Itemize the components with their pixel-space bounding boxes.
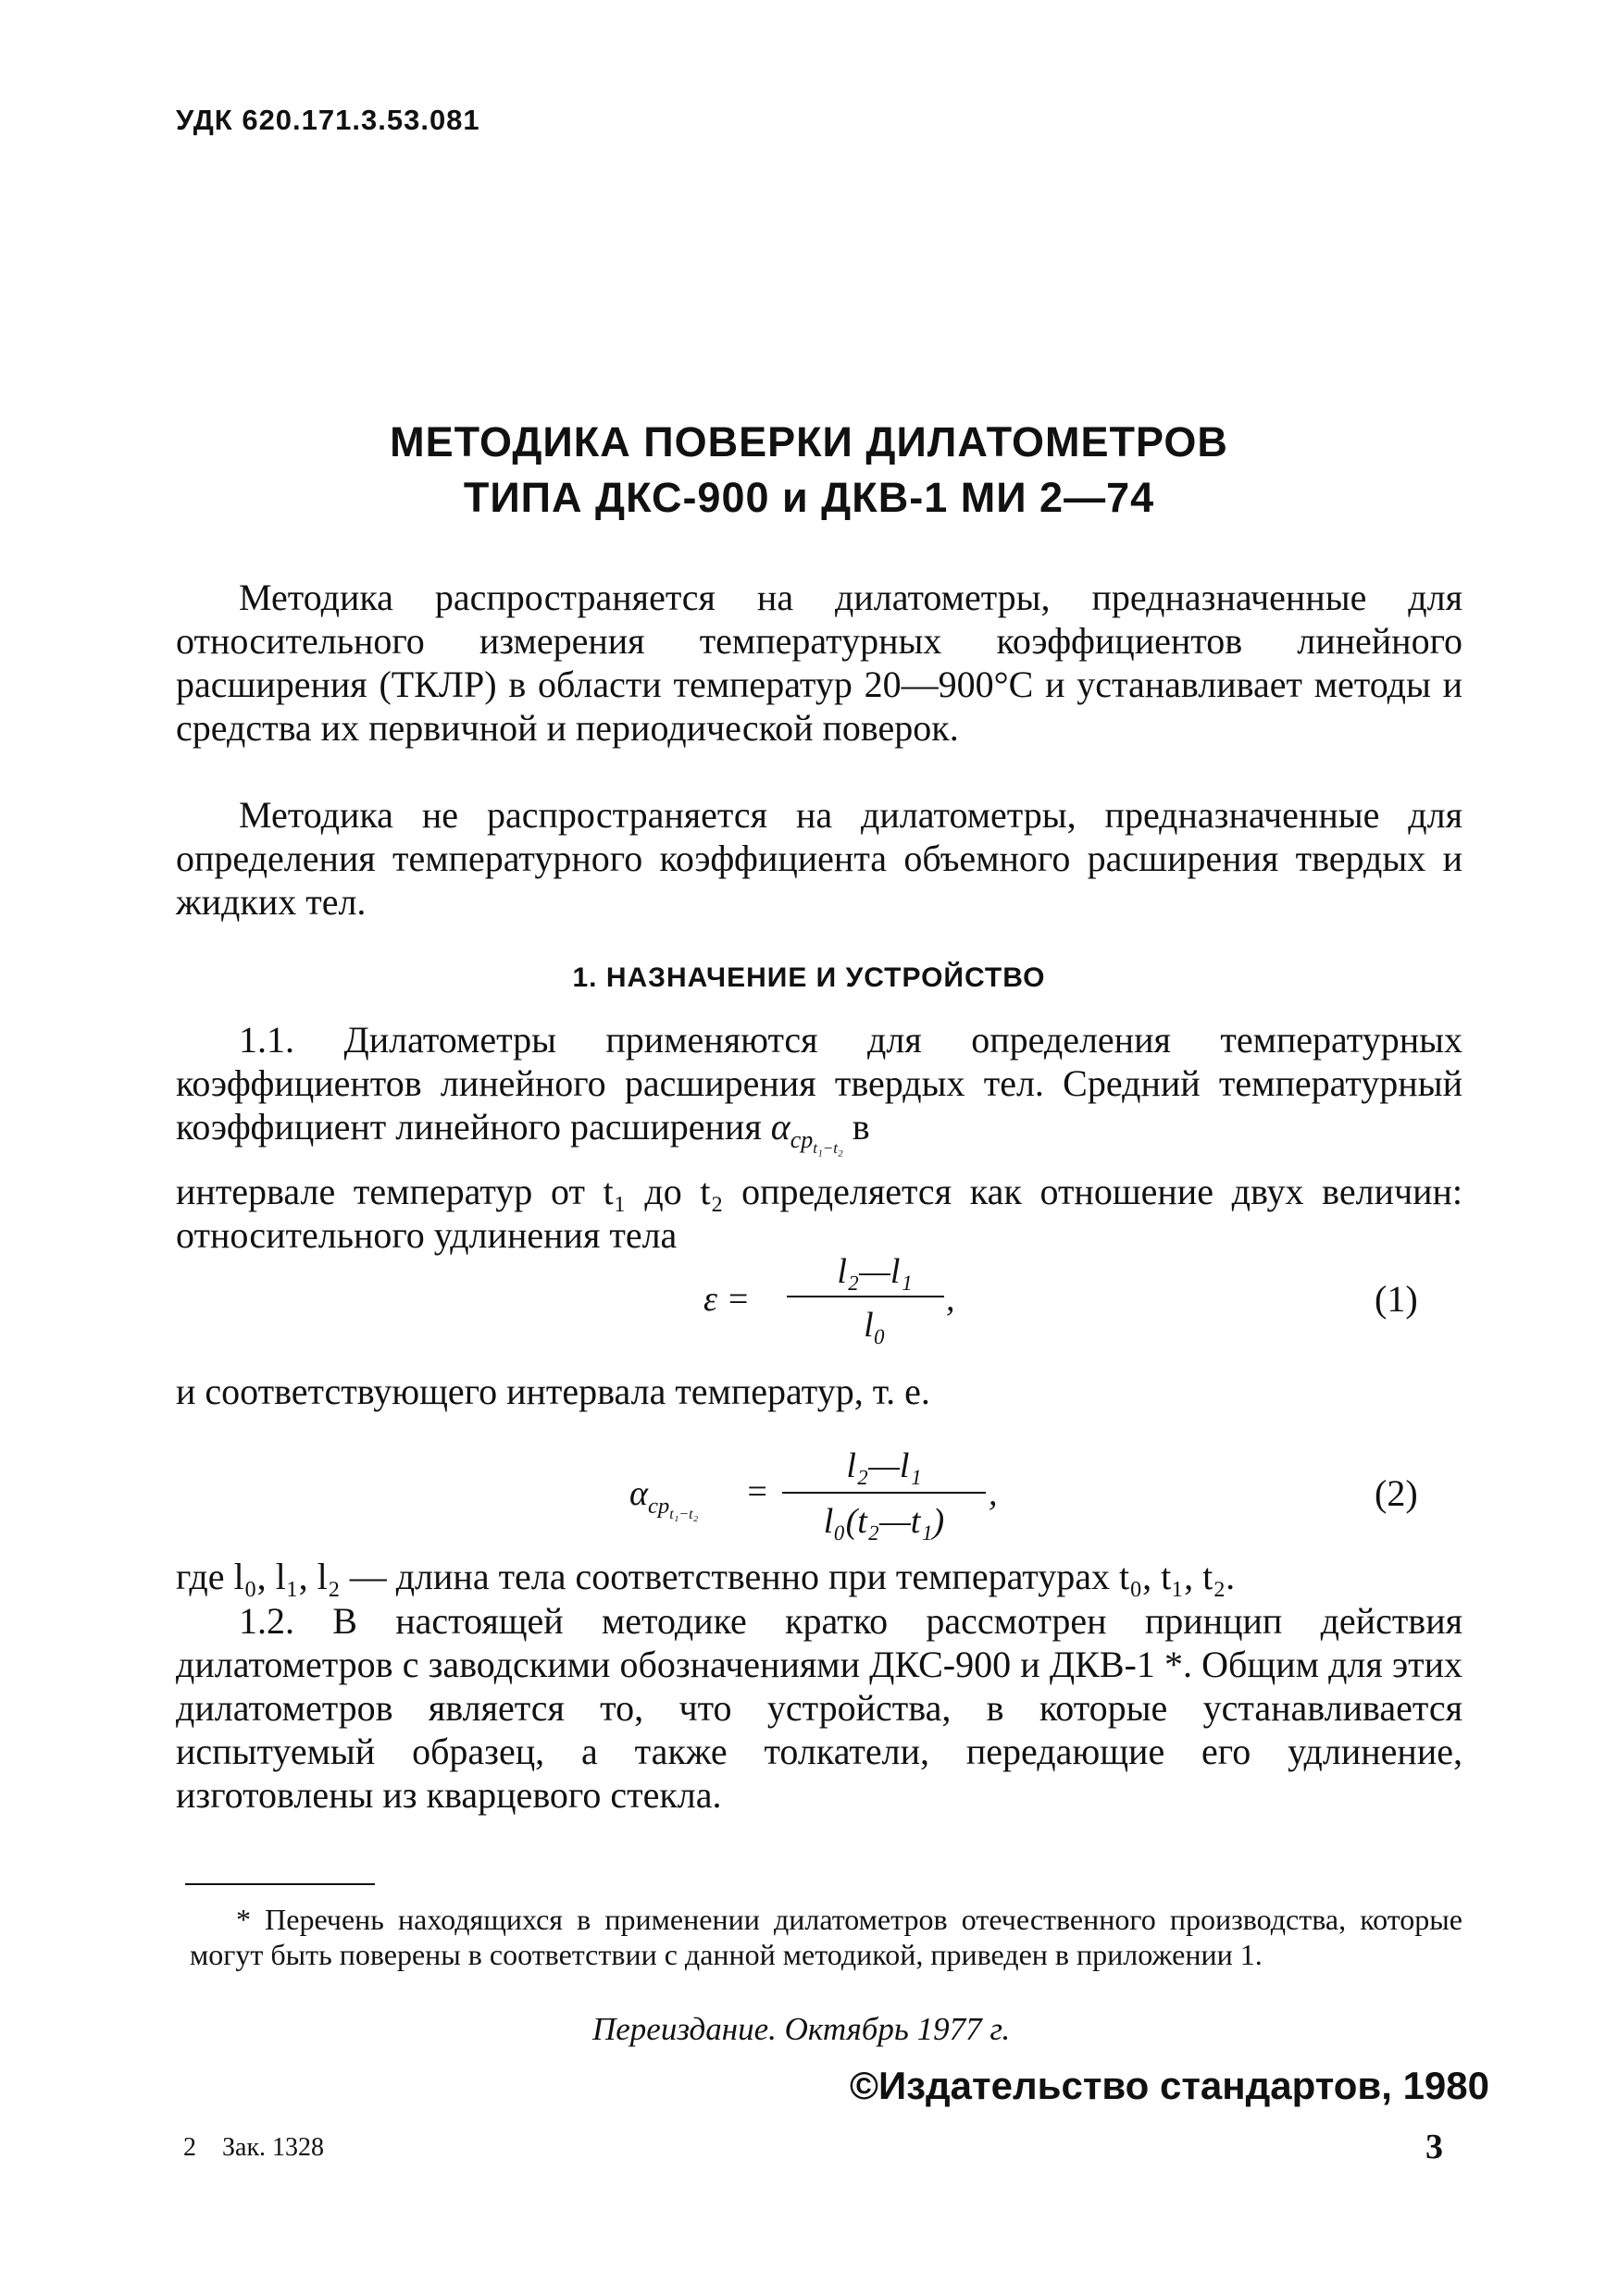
equation-2-fraction-bar bbox=[782, 1492, 986, 1494]
text-between-equations: и соответствующего интервала температур, т. е. bbox=[176, 1371, 930, 1412]
equation-1-denominator: l₀ bbox=[864, 1306, 886, 1345]
equation-2-numerator: l₂—l₁ bbox=[846, 1446, 922, 1485]
equation-2-number: (2) bbox=[1375, 1472, 1418, 1514]
order-number: 2 Зак. 1328 bbox=[183, 2133, 325, 2162]
where-definition: где l₀, l₁, l₂ — длина тела соответственно при температурах t₀, t₁, t₂. bbox=[176, 1556, 1236, 1597]
document-title-line2: ТИПА ДКС-900 и ДКВ-1 МИ 2—74 bbox=[463, 474, 1155, 521]
paragraph-1-1-continued: интервале температур от t₁ до t₂ определяется как отношение двух величин: относительного удлинения тела bbox=[176, 1171, 1462, 1257]
equation-1-comma: , bbox=[946, 1280, 955, 1319]
reissue-note: Переиздание. Октябрь 1977 г. bbox=[592, 2011, 1011, 2047]
paragraph-1-1-text: 1.1. Дилатометры применяются для определения температурных коэффициентов линейного расширения твердых тел. Средний температурный коэффициент линейного расширения bbox=[176, 1019, 1462, 1148]
copyright: ©Издательство стандартов, 1980 bbox=[850, 2064, 1490, 2107]
equation-2-lhs: $\alpha_{ср_{t_1-t_2}}$ bbox=[629, 1474, 699, 1522]
equation-1-number: (1) bbox=[1375, 1278, 1418, 1320]
paragraph-1-2: 1.2. В настоящей методике кратко рассмотрен принцип действия дилатометров с заводскими обозначениями ДКС-900 и ДКВ-1 *. Общим для этих дилатометров является то, что устройства, в которые устанавливается испытуемый образец, а также толкатели, передающие его удлинение, изготовлены из кварцевого стекла. bbox=[176, 1600, 1462, 1816]
footnote: * Перечень находящихся в применении дилатометров отечественного производства, которые могут быть поверены в соответствии с данной методикой, приведен в приложении 1. bbox=[190, 1903, 1462, 1971]
paragraph-1-1-after: в bbox=[852, 1106, 870, 1148]
section-heading: 1. НАЗНАЧЕНИЕ И УСТРОЙСТВО bbox=[572, 962, 1046, 993]
document-title-line1: МЕТОДИКА ПОВЕРКИ ДИЛАТОМЕТРОВ bbox=[390, 418, 1228, 465]
footnote-divider bbox=[185, 1883, 375, 1885]
equation-1-numerator: l₂—l₁ bbox=[837, 1252, 913, 1291]
equation-2-comma: , bbox=[989, 1474, 998, 1513]
alpha-symbol: $\alpha_{ср_{t_1-t_2}}$ bbox=[770, 1106, 843, 1158]
intro-paragraph-1: Методика распространяется на дилатометры, предназначенные для относительного измерения температурных коэффициентов линейного расширения (ТКЛР) в области температур 20—900°С и устанавливает методы и средства их первичной и периодической поверок. bbox=[176, 577, 1462, 749]
page-number: 3 bbox=[1425, 2128, 1443, 2166]
equation-2-denominator: l₀(t₂—t₁) bbox=[823, 1502, 945, 1541]
equation-2-equals: = bbox=[745, 1472, 769, 1511]
udk-code: УДК 620.171.3.53.081 bbox=[176, 104, 480, 136]
intro-paragraph-2: Методика не распространяется на дилатометры, предназначенные для определения температурного коэффициента объемного расширения твердых и жидких тел. bbox=[176, 794, 1462, 923]
equation-1-lhs: ε = bbox=[703, 1280, 751, 1319]
paragraph-1-1 bbox=[176, 1018, 1462, 1257]
equation-1-fraction-bar bbox=[787, 1296, 944, 1297]
